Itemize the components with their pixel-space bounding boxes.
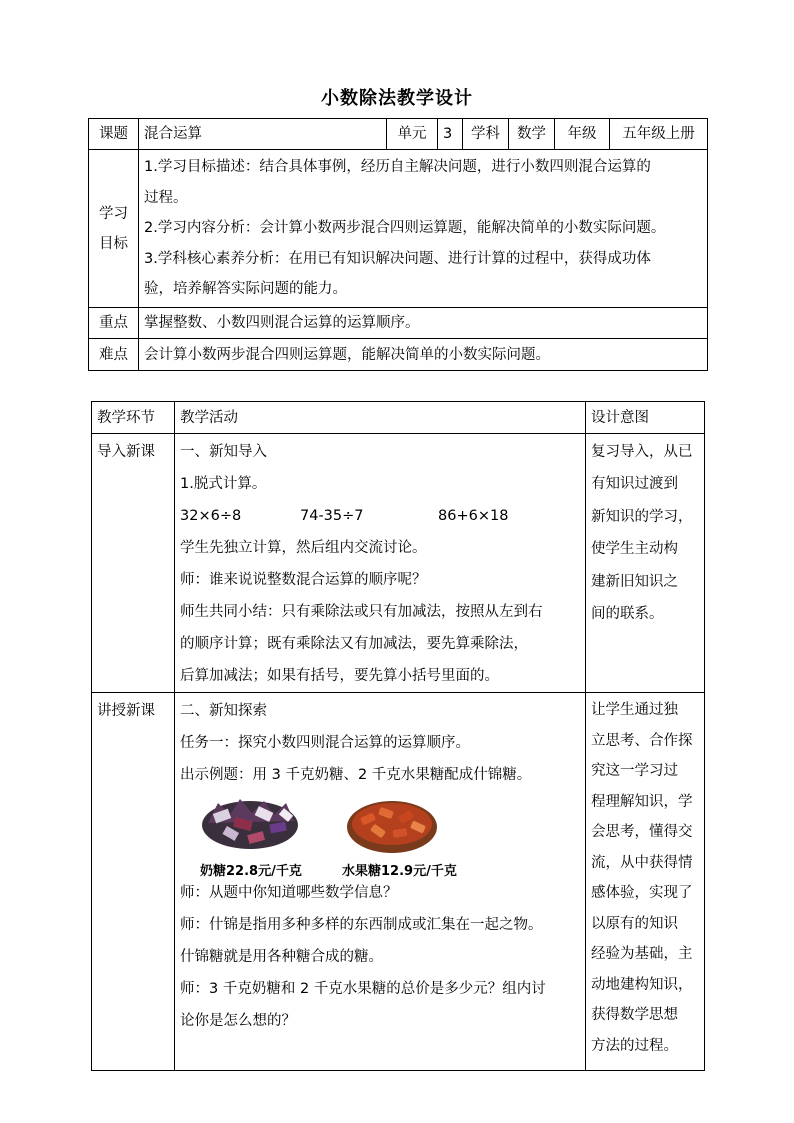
- subject-value: 混合运算: [139, 119, 387, 150]
- explore-activity: [175, 693, 586, 1071]
- course-label: 学科: [463, 119, 509, 150]
- info-table: [88, 118, 708, 371]
- intent-line: 以原有的知识: [591, 915, 678, 932]
- explore-stage: [92, 693, 175, 1071]
- intro-stage-label: 导入新课: [97, 444, 155, 460]
- fruit-candy-image: [345, 793, 439, 855]
- activity-line: 后算加减法；如果有括号，要先算小括号里面的。: [180, 668, 499, 684]
- activity-line: 什锦糖就是用各种糖合成的糖。: [180, 949, 383, 965]
- expression-row: [180, 500, 580, 532]
- activity-line: 出示例题：用 3 千克奶糖、2 千克水果糖配成什锦糖。: [180, 767, 532, 783]
- explore-intent: [586, 693, 705, 1071]
- activity-line: 二、新知探索: [180, 703, 267, 719]
- subject-label: 课题: [89, 119, 139, 150]
- intent-line: 建新旧知识之: [591, 573, 678, 590]
- activity-line: 师：什锦是指用多种多样的东西制成或汇集在一起之物。: [180, 917, 543, 933]
- intent-line: 新知识的学习，: [591, 508, 693, 525]
- intro-intent: [586, 434, 705, 693]
- grade-value: 五年级上册: [610, 119, 708, 150]
- activity-line: 师：谁来说说整数混合运算的顺序呢？: [180, 572, 427, 588]
- page-title: 小数除法教学设计: [321, 88, 473, 109]
- difficulty-label: 难点: [89, 339, 139, 371]
- expression: 32×6÷8: [180, 508, 242, 524]
- expression: 74-35÷7: [300, 508, 364, 524]
- intent-line: 经验为基础，主: [591, 946, 693, 962]
- plan-table: [91, 401, 705, 1071]
- intent-line: 有知识过渡到: [591, 476, 678, 493]
- fruit-candy-caption: 水果糖12.9元/千克: [342, 864, 457, 879]
- intro-activity: [175, 434, 586, 693]
- intent-line: 动地建构知识，: [591, 976, 693, 993]
- activity-line: 任务一：探究小数四则混合运算的运算顺序。: [180, 735, 470, 751]
- goal-line: 验，培养解答实际问题的能力。: [144, 281, 347, 298]
- intent-line: 复习导入，从已: [591, 444, 693, 460]
- milk-candy-image: [200, 793, 300, 851]
- candy-pictures: [180, 791, 580, 877]
- activity-line: 论你是怎么想的？: [180, 1013, 296, 1029]
- intent-line: 方法的过程。: [591, 1037, 678, 1054]
- unit-label: 单元: [387, 119, 438, 150]
- intent-line: 使学生主动构: [591, 541, 678, 558]
- activity-line: 一、新知导入: [180, 444, 267, 460]
- activity-line: 1.脱式计算。: [180, 476, 267, 492]
- course-value: 数学: [509, 119, 555, 150]
- header-intent: 设计意图: [586, 402, 705, 434]
- goals-label: [89, 150, 139, 308]
- header-activity: 教学活动: [175, 402, 586, 434]
- explore-stage-label: 讲授新课: [97, 703, 155, 719]
- key-value: 掌握整数、小数四则混合运算的运算顺序。: [139, 308, 708, 339]
- intent-line: 感体验，实现了: [591, 885, 693, 901]
- goal-line: 过程。: [144, 189, 188, 206]
- intent-line: 间的联系。: [591, 605, 664, 622]
- goal-line: 1.学习目标描述：结合具体事例，经历自主解决问题，进行小数四则混合运算的: [144, 159, 651, 176]
- header-stage: 教学环节: [92, 402, 175, 434]
- intent-line: 程理解知识，学: [591, 793, 693, 810]
- intro-stage: [92, 434, 175, 693]
- milk-candy-caption: 奶糖22.8元/千克: [200, 864, 302, 879]
- activity-line: 师：3 千克奶糖和 2 千克水果糖的总价是多少元？组内讨: [180, 981, 546, 997]
- activity-line: 师：从题中你知道哪些数学信息？: [180, 885, 398, 901]
- goal-line: 3.学科核心素养分析：在用已有知识解决问题、进行计算的过程中，获得成功体: [144, 250, 651, 267]
- activity-line: 的顺序计算；既有乘除法又有加减法，要先算乘除法，: [180, 636, 528, 652]
- unit-value: 3: [438, 119, 463, 150]
- goals-label-line-1: 学习: [99, 205, 128, 222]
- intent-line: 会思考，懂得交: [591, 824, 693, 840]
- grade-label: 年级: [555, 119, 610, 150]
- goals-content: [139, 150, 708, 308]
- difficulty-value: 会计算小数两步混合四则运算题，能解决简单的小数实际问题。: [139, 339, 708, 371]
- goals-label-line-2: 目标: [99, 235, 128, 252]
- intent-line: 立思考、合作探: [591, 732, 693, 749]
- intent-line: 获得数学思想: [591, 1007, 678, 1023]
- intent-line: 让学生通过独: [591, 702, 678, 718]
- goal-line: 2.学习内容分析：会计算小数两步混合四则运算题，能解决简单的小数实际问题。: [144, 220, 666, 237]
- intent-line: 流，从中获得情: [591, 854, 693, 871]
- activity-line: 师生共同小结：只有乘除法或只有加减法，按照从左到右: [180, 604, 543, 620]
- activity-line: 学生先独立计算，然后组内交流讨论。: [180, 540, 427, 556]
- intent-line: 究这一学习过: [591, 763, 678, 779]
- key-label: 重点: [89, 308, 139, 339]
- expression: 86+6×18: [438, 508, 509, 524]
